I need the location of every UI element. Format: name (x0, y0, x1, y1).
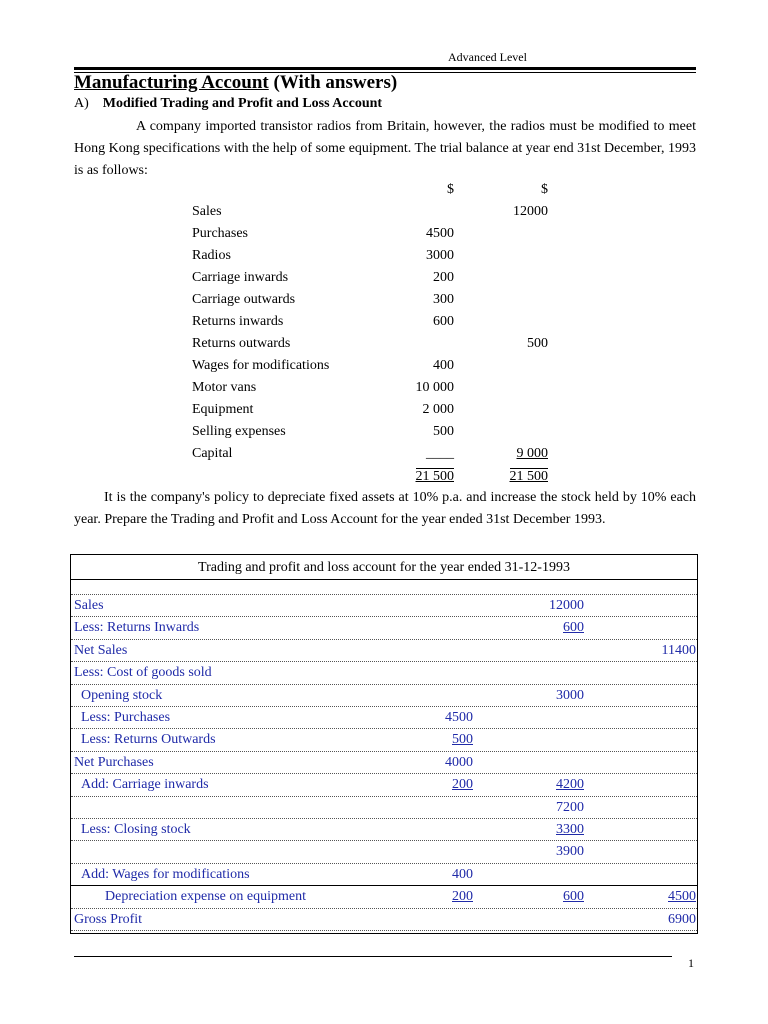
trial-balance-row (0, 402, 768, 424)
account-row (71, 729, 697, 751)
account-row-label: Add: Carriage inwards (81, 777, 209, 793)
tb-credit: 12000 (513, 204, 548, 219)
header-rule-thick (74, 67, 696, 70)
account-col-2: 3000 (556, 687, 584, 703)
account-col-1: 4000 (445, 754, 473, 770)
dr-col-header: $ (447, 182, 454, 197)
trial-balance-row (0, 314, 768, 336)
account-col-2: 12000 (549, 598, 584, 613)
tb-account-name: Returns inwards (192, 314, 284, 329)
account-col-2: 600 (563, 889, 584, 905)
account-row (71, 841, 697, 863)
account-row (71, 909, 697, 931)
account-row (71, 819, 697, 841)
account-row-label: Net Purchases (74, 754, 154, 770)
account-col-1: 500 (452, 732, 473, 748)
trial-balance-row (0, 336, 768, 358)
tb-account-name: Carriage outwards (192, 292, 296, 307)
trial-balance-row (0, 380, 768, 402)
account-row (71, 640, 697, 662)
page-number: 1 (688, 956, 694, 970)
dr-total: 21 500 (415, 469, 454, 484)
tb-debit: 2 000 (422, 402, 454, 417)
account-row-label: Less: Closing stock (81, 822, 191, 837)
account-row (71, 864, 697, 886)
trial-balance-header (0, 182, 768, 204)
tb-debit: 4500 (426, 226, 454, 241)
document-title (74, 72, 397, 94)
tb-debit: 500 (433, 424, 454, 439)
account-col-1: 200 (452, 777, 473, 793)
account-col-3: 4500 (668, 889, 696, 905)
tb-debit: 400 (433, 358, 454, 373)
tb-credit: 500 (527, 336, 548, 351)
account-row (71, 595, 697, 617)
account-row (71, 662, 697, 684)
tb-debit: 300 (433, 292, 454, 307)
instruction-paragraph: It is the company's policy to depreciate fixed assets at 10% p.a. and increase the stock held by 10% each year. Prepare the Trading and Profit and Loss Account for the year ended 31st December 1993. (74, 490, 696, 527)
account-title: Trading and profit and loss account for the year ended 31-12-1993 (71, 555, 697, 580)
trial-balance-row (0, 248, 768, 270)
account-col-3: 6900 (668, 911, 696, 927)
intro-paragraph: A company imported transistor radios from Britain, however, the radios must be modified to meet Hong Kong specifications with the help of some equipment. The trial balance at year end 31st December, 1993 is as follows: (74, 119, 696, 178)
tb-account-name: Sales (192, 204, 222, 219)
account-row-label: Opening stock (81, 687, 163, 703)
header-label: Advanced Level (448, 50, 527, 64)
account-row (71, 886, 697, 908)
trial-balance-row (0, 292, 768, 314)
trial-balance-row (0, 270, 768, 292)
account-row-label: Depreciation expense on equipment (105, 889, 306, 905)
tb-debit: 200 (433, 270, 454, 285)
cr-col-header: $ (541, 182, 548, 197)
trial-balance-row (0, 446, 768, 468)
account-row-label: Sales (74, 598, 104, 613)
tb-account-name: Radios (192, 248, 231, 263)
account-col-1: 200 (452, 889, 473, 905)
account-row (71, 797, 697, 819)
trial-balance-row (0, 204, 768, 226)
trial-balance-row (0, 424, 768, 446)
section-title: Modified Trading and Profit and Loss Account (102, 96, 383, 111)
account-row (71, 707, 697, 729)
tb-account-name: Returns outwards (192, 336, 291, 351)
account-row-label: Add: Wages for modifications (81, 866, 250, 882)
account-row-label: Less: Returns Inwards (74, 620, 200, 636)
tb-account-name: Selling expenses (192, 424, 286, 439)
title-main: Manufacturing Account (74, 72, 269, 93)
tb-credit: 9 000 (516, 446, 548, 461)
account-row-label: Less: Cost of goods sold (74, 665, 212, 681)
account-row (71, 685, 697, 707)
tb-debit: 10 000 (415, 380, 454, 395)
section-letter: A) (74, 96, 89, 111)
tb-account-name: Wages for modifications (192, 358, 330, 373)
account-col-2: 3900 (556, 844, 584, 860)
tb-account-name: Capital (192, 446, 233, 461)
title-suffix: (With answers) (273, 72, 398, 93)
tb-account-name: Motor vans (192, 380, 257, 395)
account-col-2: 3300 (556, 822, 584, 837)
cr-total: 21 500 (509, 469, 548, 484)
account-spacer (71, 579, 697, 595)
trading-account-table (70, 554, 698, 934)
footer-rule (74, 956, 672, 957)
section-heading (74, 96, 382, 112)
account-col-2: 4200 (556, 777, 584, 793)
account-col-2: 600 (563, 620, 584, 636)
account-row-label: Less: Returns Outwards (81, 732, 216, 748)
tb-debit: 600 (433, 314, 454, 329)
trial-balance-row (0, 358, 768, 380)
account-row (71, 617, 697, 639)
account-row (71, 774, 697, 796)
tb-account-name: Purchases (192, 226, 248, 241)
account-col-1: 4500 (445, 710, 473, 725)
account-row-label: Net Sales (74, 642, 128, 658)
tb-debit: 3000 (426, 248, 454, 263)
account-col-1: 400 (452, 866, 473, 882)
trial-balance-row (0, 226, 768, 248)
account-row (71, 752, 697, 774)
tb-debit: ____ (426, 446, 454, 461)
account-row-label: Less: Purchases (81, 710, 171, 725)
tb-account-name: Equipment (192, 402, 254, 417)
account-col-2: 7200 (556, 799, 584, 815)
tb-account-name: Carriage inwards (192, 270, 289, 285)
account-row-label: Gross Profit (74, 911, 143, 927)
account-col-3: 11400 (661, 642, 696, 658)
